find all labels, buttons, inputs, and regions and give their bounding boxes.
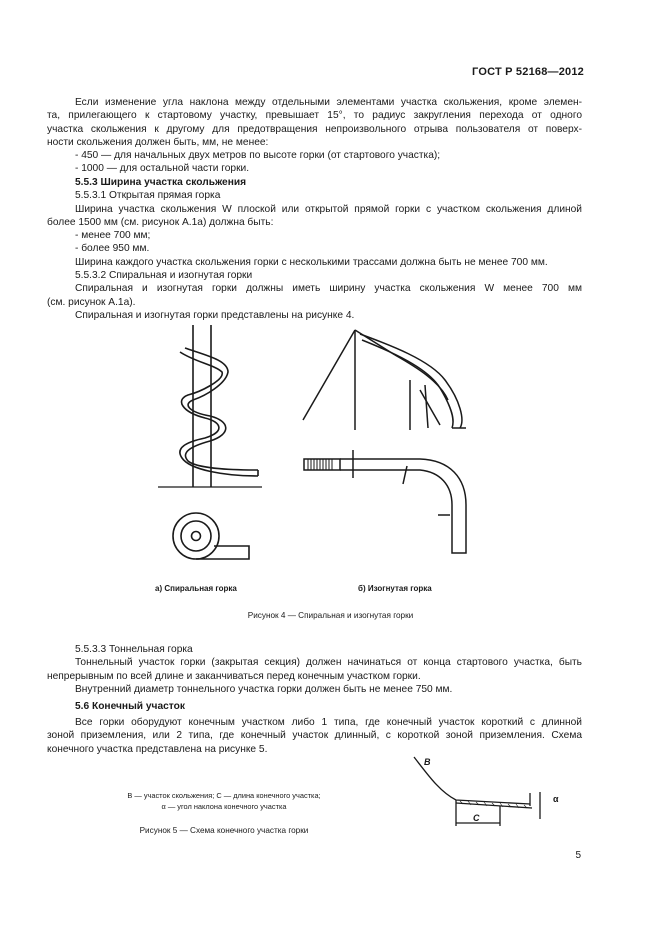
page-number: 5 — [575, 850, 581, 861]
text-line: конечного участка представлена на рисунке 5. — [47, 743, 268, 755]
list-item: - менее 700 мм; — [75, 230, 151, 242]
text-line: Спиральная и изогнутая горки должны иметь ширину участка скольжения W менее 700 мм — [75, 283, 582, 295]
subsection-title: 5.5.3.1 Открытая прямая горка — [75, 190, 221, 202]
section-title: 5.6 Конечный участок — [75, 701, 185, 712]
text-line: участка скольжения к другому для предотвращения непроизвольного отрыва пользователя от поверх- — [47, 123, 582, 135]
text-line: (см. рисунок А.1а). — [47, 296, 136, 308]
text-line: Если изменение угла наклона между отдельными элементами участка скольжения, кроме элемен- — [75, 97, 582, 108]
figure-5-label-alpha: α — [553, 794, 559, 804]
text-line: Спиральная и изогнутая горки представлены на рисунке 4. — [75, 309, 355, 321]
document-code: ГОСТ Р 52168—2012 — [472, 66, 584, 78]
figure-5-label-b: B — [424, 757, 431, 767]
figure-5-caption: Рисунок 5 — Схема конечного участка горки — [139, 826, 309, 835]
figure-4b-label: б) Изогнутая горка — [358, 584, 432, 593]
text-line: непрерывным по всей длине и заканчиваться перед конечным участком горки. — [47, 670, 421, 682]
section-title: 5.5.3 Ширина участка скольжения — [75, 177, 247, 188]
text-line: Внутренний диаметр тоннельного участка горки должен быть не менее 750 мм. — [75, 683, 453, 695]
subsection-title: 5.5.3.2 Спиральная и изогнутая горки — [75, 270, 253, 282]
legend-line: α — угол наклона конечного участка — [161, 802, 287, 811]
figure-4-caption: Рисунок 4 — Спиральная и изогнутая горки — [247, 611, 414, 620]
text-line: зоной приземления, или 2 типа, где конечный участок длинный, с короткой зоной приземления. Схема — [47, 730, 582, 742]
legend-line: B — участок скольжения; C — длина конечного участка; — [127, 791, 321, 800]
figure-5-label-c: C — [473, 813, 480, 823]
subsection-title: 5.5.3.3 Тоннельная горка — [75, 644, 193, 655]
text-line: более 1500 мм (см. рисунок А.1а) должна быть: — [47, 216, 274, 228]
text-line: Ширина участка скольжения W плоской или открытой прямой горки с участком скольжения длиной — [75, 203, 582, 215]
list-item: - 450 — для начальных двух метров по высоте горки (от стартового участка); — [75, 150, 441, 162]
text-line: та, прилегающего к стартовому участку, превышает 15°, то радиус закругления перехода от одного — [47, 110, 582, 122]
list-item: - более 950 мм. — [75, 243, 150, 255]
text-line: Все горки оборудуют конечным участком либо 1 типа, где конечный участок короткий с длинной — [75, 717, 582, 728]
text-line: ности скольжения должен быть, мм, не менее: — [47, 136, 269, 148]
text-line: Ширина каждого участка скольжения горки с несколькими трассами должна быть не менее 700 мм. — [75, 256, 548, 268]
list-item: - 1000 — для остальной части горки. — [75, 163, 250, 175]
figure-4a-label: а) Спиральная горка — [155, 584, 237, 593]
text-line: Тоннельный участок горки (закрытая секция) должен начинаться от конца стартового участка, быть — [75, 657, 582, 669]
